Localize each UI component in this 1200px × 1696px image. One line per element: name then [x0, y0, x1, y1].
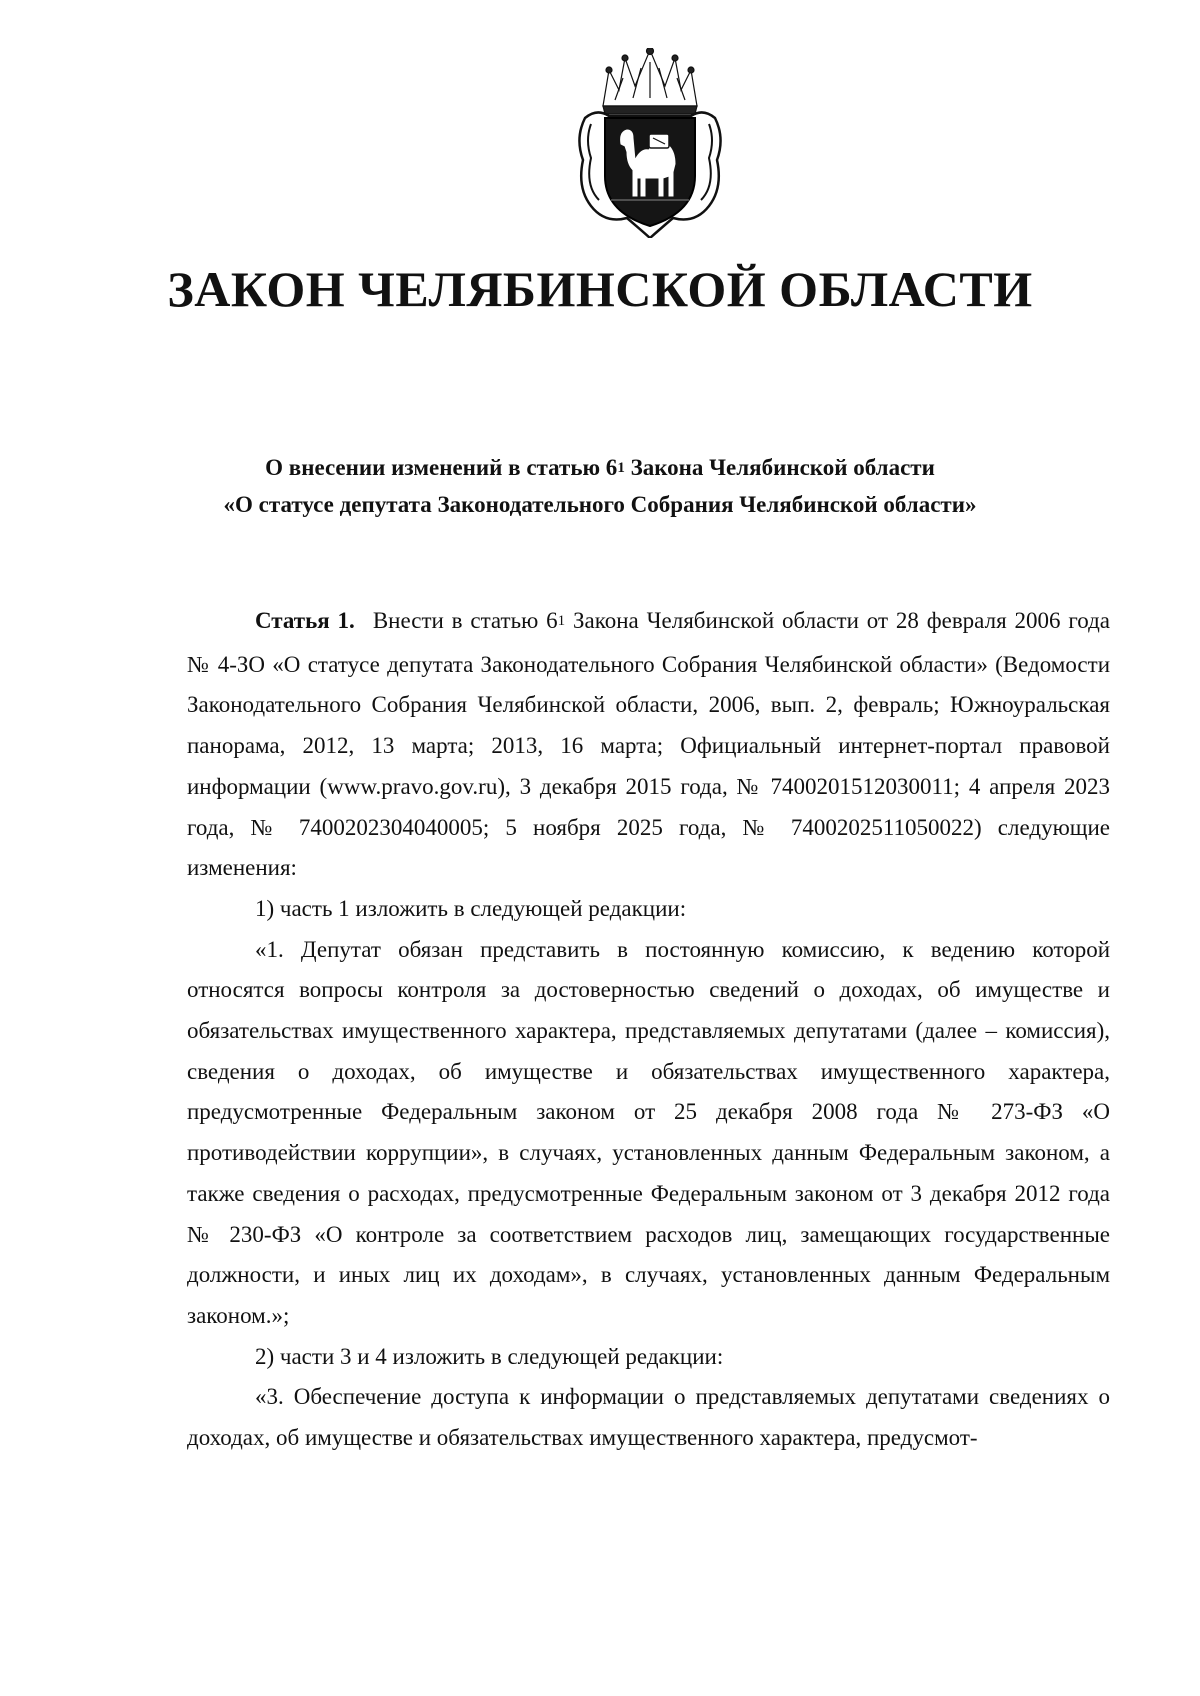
- law-subtitle: [170, 451, 1030, 522]
- coat-of-arms-icon: [575, 48, 725, 238]
- subtitle-line-2: «О статусе депутата Законодательного Собрания Челябинской области»: [223, 492, 977, 517]
- subtitle-line-1: О внесении изменений в статью $6^1$ Закона Челябинской области: [265, 455, 935, 480]
- document-title: ЗАКОН ЧЕЛЯБИНСКОЙ ОБЛАСТИ: [167, 261, 1033, 317]
- item-2: 2) части 3 и 4 изложить в следующей редакции:: [255, 1343, 724, 1369]
- item-2-text: «3. Обеспечение доступа к информации о представляемых депутатами сведениях о доходах, об имуществе и обязательствах имущественного характера, предусмот-: [187, 1384, 1110, 1451]
- article-1-intro: Статья 1. Внести в статью $6^1$ Закона Челябинской области от 28 февраля 2006 года № 4-ЗО «О статусе депутата Законодательного Собрания Челябинской области» (Ведомости Законодательного Собрания Челябинской области, 2006, вып. 2, февраль; Южноуральская панорама, 2012, 13 марта; 2013, 16 марта; Официальный интернет-портал правовой информации (www.pravo.gov.ru), 3 декабря 2015 года, № 7400201512030011; 4 апреля 2023 года, № 7400202304040005; 5 ноября 2025 года, № 7400202511050022) следующие изменения:: [187, 608, 1110, 881]
- item-1: 1) часть 1 изложить в следующей редакции:: [255, 895, 687, 921]
- article-1-label: Статья 1.: [255, 608, 355, 633]
- item-1-text: «1. Депутат обязан представить в постоянную комиссию, к ведению которой относятся вопросы контроля за достоверностью сведений о доходах, об имуществе и обязательствах имущественного характера, представляемых депутатами (далее – комиссия), сведения о доходах, об имуществе и обязательствах имущественного характера, предусмотренные Федеральным законом от 25 декабря 2008 года № 273-ФЗ «О противодействии коррупции», в случаях, установленных данным Федеральным законом, а также сведения о расходах, предусмотренные Федеральным законом от 3 декабря 2012 года № 230-ФЗ «О контроле за соответствием расходов лиц, замещающих государственные должности, и иных лиц их доходам», в случаях, установленных данным Федеральным законом.»;: [187, 936, 1110, 1328]
- document-body: [187, 601, 1110, 1459]
